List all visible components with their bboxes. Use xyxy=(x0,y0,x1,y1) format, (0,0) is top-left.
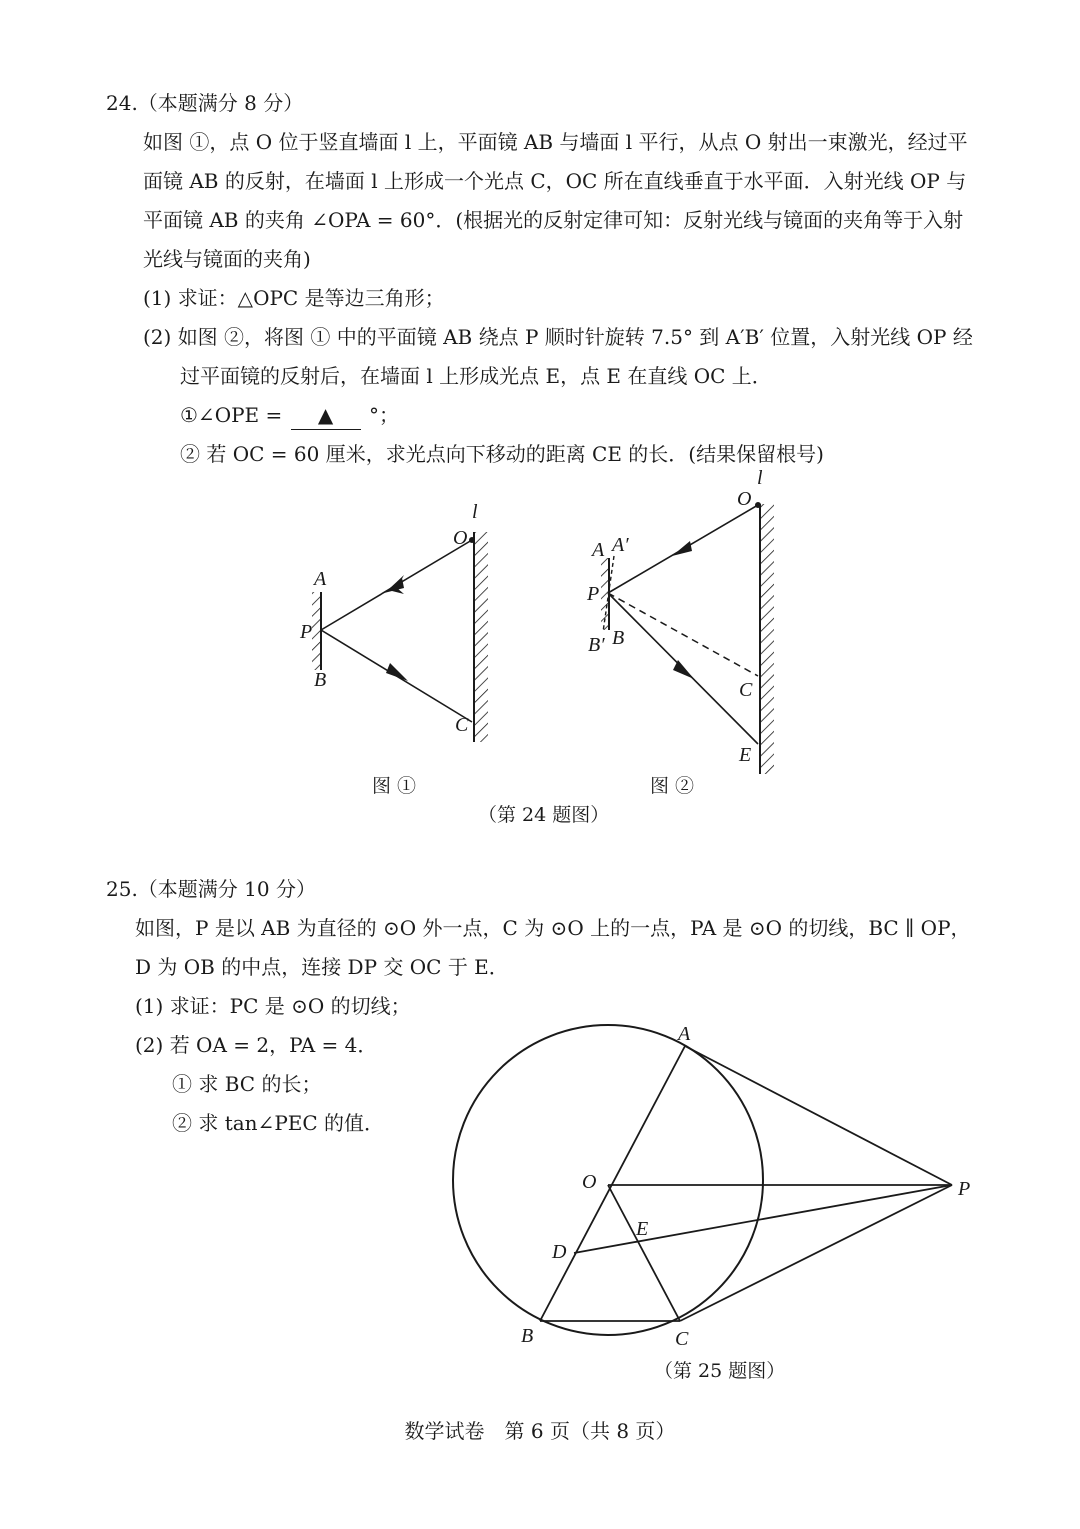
fig2-label-E: E xyxy=(739,744,752,766)
fig1-mirror-hatch xyxy=(312,592,321,670)
fig1-point-O xyxy=(469,537,475,543)
q24-subquestion-2: ② 若 OC = 60 厘米，求光点向下移动的距离 CE 的长．(结果保留根号) xyxy=(180,442,824,466)
tangent-PC xyxy=(680,1185,952,1321)
fig25-label-A: A xyxy=(678,1023,691,1045)
fig1-wall-hatch xyxy=(474,532,488,742)
segment-OC xyxy=(608,1185,680,1321)
figure-1-diagram xyxy=(299,501,488,742)
fig1-label-C: C xyxy=(455,714,469,736)
fig2-label-C: C xyxy=(739,679,753,701)
q24-part-2-line-2: 过平面镜的反射后，在墙面 l 上形成光点 E，点 E 在直线 OC 上． xyxy=(180,364,772,388)
fig25-label-D: D xyxy=(552,1241,567,1263)
fig2-ray-PC-dashed xyxy=(608,593,758,676)
fig1-label-A: A xyxy=(314,568,327,590)
q25-stem-line-2: D 为 OB 的中点，连接 DP 交 OC 于 E． xyxy=(135,955,509,979)
fig25-label-B: B xyxy=(521,1325,534,1347)
q24-sub1-suffix: °； xyxy=(368,403,399,427)
fig25-label-O: O xyxy=(582,1171,597,1193)
q24-sub1-prefix: ①∠OPE = xyxy=(180,403,283,427)
q24-stem-line-2: 面镜 AB 的反射，在墙面 l 上形成一个光点 C，OC 所在直线垂直于水平面．入射光线 OP 与 xyxy=(143,169,967,193)
q25-stem-line-1: 如图，P 是以 AB 为直径的 ⊙O 外一点，C 为 ⊙O 上的一点，PA 是 ⊙O 的切线，BC ∥ OP， xyxy=(135,916,971,940)
q25-part-2: (2) 若 OA = 2，PA = 4． xyxy=(135,1033,378,1057)
fig2-label-P: P xyxy=(587,583,600,605)
fig2-label-A: A xyxy=(592,539,605,561)
fig25-label-E: E xyxy=(636,1218,649,1240)
fig2-arrow-reflected xyxy=(673,660,694,679)
figure-2-diagram xyxy=(586,467,774,774)
q25-figure-caption: （第 25 题图） xyxy=(654,1360,786,1382)
q25-header: 25.（本题满分 10 分） xyxy=(106,877,316,901)
answer-blank: ▲ xyxy=(291,401,361,430)
q24-stem-line-4: 光线与镜面的夹角) xyxy=(143,247,311,271)
q25-subquestion-2: ② 求 tan∠PEC 的值． xyxy=(172,1111,385,1135)
q25-subquestion-1: ① 求 BC 的长； xyxy=(172,1072,322,1096)
q24-part-2-line-1: (2) 如图 ②，将图 ① 中的平面镜 AB 绕点 P 顺时针旋转 7.5° 到 A′B′ 位置，入射光线 OP 经 xyxy=(143,325,973,349)
figure-2-caption: 图 ② xyxy=(650,775,695,797)
fig2-label-l: l xyxy=(757,467,763,489)
diameter-AB xyxy=(540,1046,685,1321)
figure-1-caption: 图 ① xyxy=(372,775,417,797)
tangent-PA xyxy=(685,1046,952,1185)
q25-part-1: (1) 求证：PC 是 ⊙O 的切线； xyxy=(135,994,411,1018)
q24-figure-caption: （第 24 题图） xyxy=(478,804,610,826)
figure-25-diagram xyxy=(453,1023,970,1350)
fig2-label-A-prime: A′ xyxy=(612,534,629,556)
fig1-label-l: l xyxy=(472,501,478,523)
q24-part-1: (1) 求证：△OPC 是等边三角形； xyxy=(143,286,445,310)
fig25-label-P: P xyxy=(958,1178,971,1200)
page-footer: 数学试卷 第 6 页（共 8 页） xyxy=(404,1419,676,1443)
q24-header: 24.（本题满分 8 分） xyxy=(106,91,304,115)
fig1-label-B: B xyxy=(314,669,327,691)
circle-O xyxy=(453,1025,763,1335)
fig1-label-O: O xyxy=(453,527,468,549)
fig1-label-P: P xyxy=(300,621,313,643)
fig2-point-O xyxy=(755,502,761,508)
fig2-label-B-prime: B′ xyxy=(588,634,605,656)
fig25-label-C: C xyxy=(675,1328,689,1350)
fig2-wall-hatch xyxy=(760,504,774,774)
q24-stem-line-3: 平面镜 AB 的夹角 ∠OPA = 60°．(根据光的反射定律可知：反射光线与镜面的夹角等于入射 xyxy=(143,208,964,232)
q24-stem-line-1: 如图 ①，点 O 位于竖直墙面 l 上，平面镜 AB 与墙面 l 平行，从点 O 射出一束激光，经过平 xyxy=(143,130,968,154)
fig1-arrow-reflected xyxy=(386,663,408,681)
fig2-arrow-incident xyxy=(672,541,692,556)
fig2-label-B: B xyxy=(612,627,625,649)
fig2-label-O: O xyxy=(737,488,752,510)
